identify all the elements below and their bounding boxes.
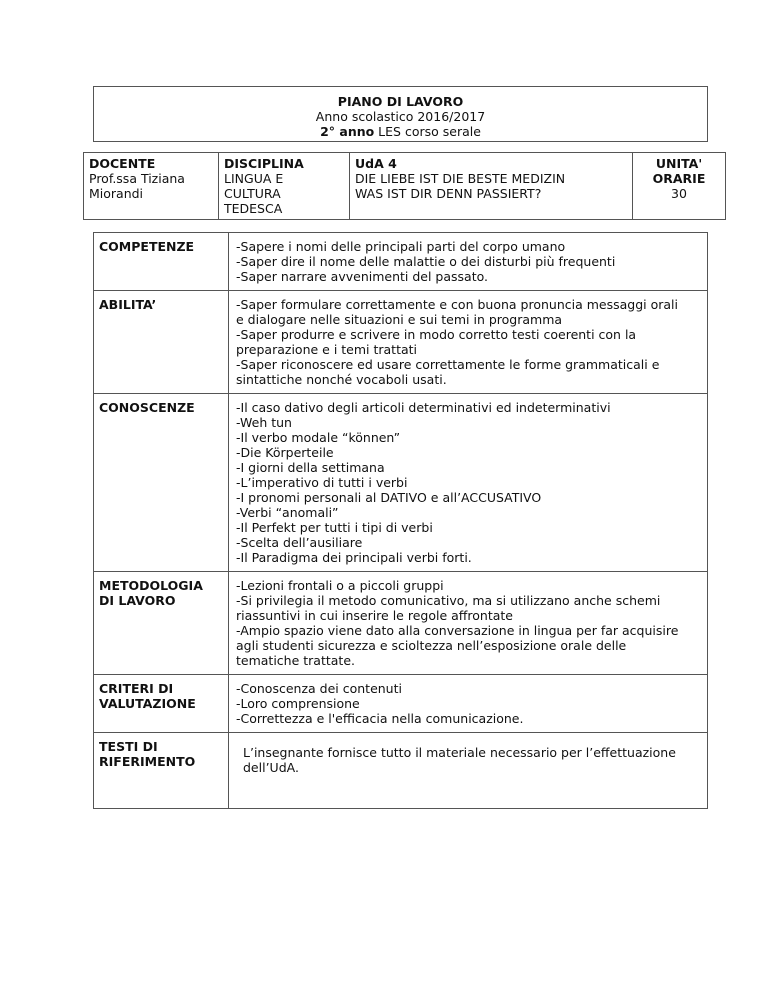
table-row bbox=[94, 572, 708, 675]
list-item: -Saper narrare avvenimenti del passato. bbox=[236, 269, 489, 284]
list-item: -Sapere i nomi delle principali parti del corpo umano bbox=[236, 239, 566, 254]
row-label bbox=[94, 675, 229, 733]
list-item: sintattiche nonché vocaboli usati. bbox=[236, 372, 447, 387]
teacher-name-line: Prof.ssa Tiziana bbox=[89, 171, 185, 186]
row-label-line: DI LAVORO bbox=[99, 593, 176, 608]
hours-heading: ORARIE bbox=[652, 171, 706, 186]
list-item: -Saper produrre e scrivere in modo corretto testi coerenti con la bbox=[236, 327, 637, 342]
list-item: dell’UdA. bbox=[243, 760, 299, 775]
class-info bbox=[94, 124, 707, 139]
criteri-content bbox=[229, 675, 708, 733]
list-item: -Il Perfekt per tutti i tipi di verbi bbox=[236, 520, 433, 535]
metodologia-content bbox=[229, 572, 708, 675]
hours-heading: UNITA' bbox=[655, 156, 703, 171]
subject-line: LINGUA E bbox=[224, 171, 284, 186]
list-item: -Ampio spazio viene dato alla conversazione in lingua per far acquisire bbox=[236, 623, 679, 638]
subject-cell bbox=[219, 153, 350, 220]
list-item: -Scelta dell’ausiliare bbox=[236, 535, 363, 550]
class-course: LES corso serale bbox=[374, 124, 481, 139]
class-year: 2° anno bbox=[320, 124, 375, 139]
list-item: L’insegnante fornisce tutto il materiale necessario per l’effettuazione bbox=[243, 745, 676, 760]
unit-cell bbox=[350, 153, 633, 220]
list-item: -I pronomi personali al DATIVO e all’ACCUSATIVO bbox=[236, 490, 542, 505]
school-year: Anno scolastico 2016/2017 bbox=[315, 109, 486, 124]
list-item: -Correttezza e l'efficacia nella comunicazione. bbox=[236, 711, 524, 726]
testi-content bbox=[229, 733, 708, 809]
list-item: riassuntivi in cui inserire le regole affrontate bbox=[236, 608, 513, 623]
list-item: e dialogare nelle situazioni e sui temi in programma bbox=[236, 312, 563, 327]
list-item: agli studenti sicurezza e scioltezza nell’esposizione orale delle bbox=[236, 638, 627, 653]
list-item: -Saper formulare correttamente e con buona pronuncia messaggi orali bbox=[236, 297, 678, 312]
course-info-table bbox=[83, 152, 726, 220]
teacher-heading: DOCENTE bbox=[89, 156, 156, 171]
teacher-name-line: Miorandi bbox=[89, 186, 144, 201]
row-label bbox=[94, 733, 229, 809]
table-row bbox=[94, 394, 708, 572]
list-item: -Il Paradigma dei principali verbi forti. bbox=[236, 550, 472, 565]
unit-title-line: WAS IST DIR DENN PASSIERT? bbox=[355, 186, 542, 201]
list-item: -Lezioni frontali o a piccoli gruppi bbox=[236, 578, 444, 593]
list-item: -Saper riconoscere ed usare correttamente le forme grammaticali e bbox=[236, 357, 660, 372]
list-item: tematiche trattate. bbox=[236, 653, 355, 668]
list-item: -Weh tun bbox=[236, 415, 292, 430]
row-label-line: VALUTAZIONE bbox=[99, 696, 196, 711]
list-item: -Die Körperteile bbox=[236, 445, 334, 460]
list-item: -L’imperativo di tutti i verbi bbox=[236, 475, 408, 490]
list-item: -Loro comprensione bbox=[236, 696, 360, 711]
document-title: PIANO DI LAVORO bbox=[337, 94, 464, 109]
table-row bbox=[94, 675, 708, 733]
table-row bbox=[94, 233, 708, 291]
list-item: -Verbi “anomali” bbox=[236, 505, 339, 520]
competenze-content bbox=[229, 233, 708, 291]
conoscenze-content bbox=[229, 394, 708, 572]
list-item: -Il verbo modale “können” bbox=[236, 430, 401, 445]
subject-heading: DISCIPLINA bbox=[224, 156, 304, 171]
plan-table bbox=[93, 232, 708, 809]
subject-line: CULTURA bbox=[224, 186, 281, 201]
unit-heading: UdA 4 bbox=[355, 156, 397, 171]
list-item: -Si privilegia il metodo comunicativo, ma si utilizzano anche schemi bbox=[236, 593, 661, 608]
list-item: -I giorni della settimana bbox=[236, 460, 385, 475]
list-item: -Saper dire il nome delle malattie o dei disturbi più frequenti bbox=[236, 254, 616, 269]
row-label-line: METODOLOGIA bbox=[99, 578, 203, 593]
table-row bbox=[94, 291, 708, 394]
row-label: ABILITA’ bbox=[94, 291, 229, 394]
row-label bbox=[94, 572, 229, 675]
list-item: preparazione e i temi trattati bbox=[236, 342, 418, 357]
hours-value: 30 bbox=[671, 186, 687, 201]
abilita-content bbox=[229, 291, 708, 394]
table-row bbox=[94, 733, 708, 809]
teacher-cell bbox=[84, 153, 219, 220]
row-label-line: TESTI DI bbox=[99, 739, 158, 754]
row-label-line: CRITERI DI bbox=[99, 681, 174, 696]
list-item: -Il caso dativo degli articoli determinativi ed indeterminativi bbox=[236, 400, 611, 415]
row-label-line: RIFERIMENTO bbox=[99, 754, 196, 769]
list-item: -Conoscenza dei contenuti bbox=[236, 681, 402, 696]
row-label: CONOSCENZE bbox=[94, 394, 229, 572]
subject-line: TEDESCA bbox=[224, 201, 283, 216]
unit-title-line: DIE LIEBE IST DIE BESTE MEDIZIN bbox=[355, 171, 566, 186]
document-header bbox=[93, 86, 708, 142]
hours-cell bbox=[633, 153, 726, 220]
row-label: COMPETENZE bbox=[94, 233, 229, 291]
